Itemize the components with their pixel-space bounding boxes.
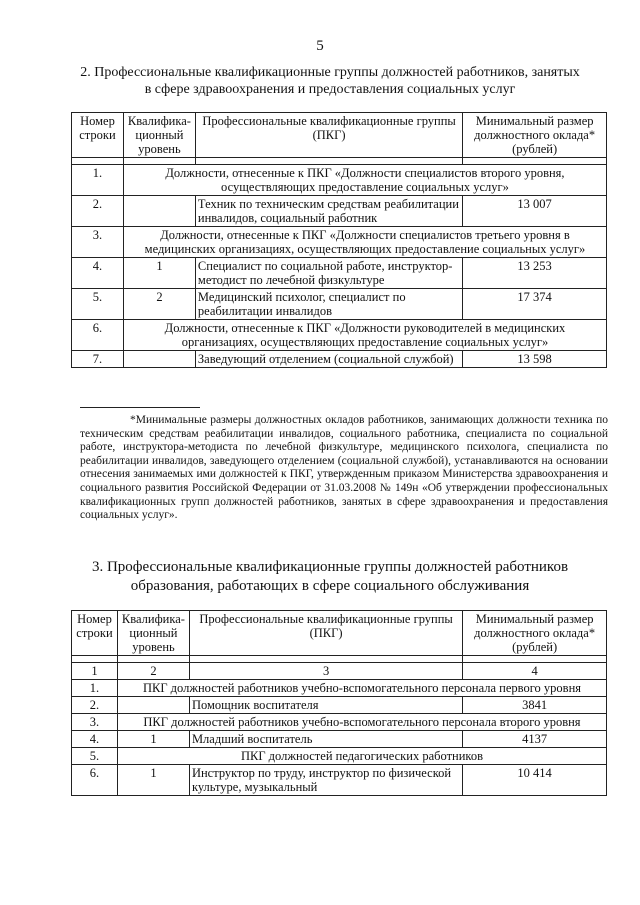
column-number: 1	[72, 663, 118, 680]
salary-value: 13 253	[463, 258, 607, 289]
row-number: 2.	[72, 697, 118, 714]
salary-value: 13 598	[463, 351, 607, 368]
row-number: 5.	[72, 289, 124, 320]
qualification-level	[123, 196, 195, 227]
table-spacer-row	[72, 158, 607, 165]
section-2-table	[71, 112, 607, 368]
salary-value: 17 374	[463, 289, 607, 320]
table-row	[72, 351, 607, 368]
group-name: Должности, отнесенные к ПКГ «Должности специалистов второго уровня, осуществляющих предоставление социальных услуг»	[123, 165, 606, 196]
table-row	[72, 680, 607, 697]
header-row-number: Номер строки	[72, 611, 118, 656]
column-number: 2	[117, 663, 189, 680]
group-name: ПКГ должностей работников учебно-вспомогательного персонала первого уровня	[117, 680, 606, 697]
row-number: 4.	[72, 731, 118, 748]
position-name: Инструктор по труду, инструктор по физической культуре, музыкальный	[189, 765, 462, 796]
table-row	[72, 320, 607, 351]
qualification-level	[123, 351, 195, 368]
header-pkg: Профессиональные квалификационные группы (ПКГ)	[189, 611, 462, 656]
table-row	[72, 714, 607, 731]
salary-value: 13 007	[463, 196, 607, 227]
section-3-table	[71, 610, 607, 796]
row-number: 6.	[72, 320, 124, 351]
row-number: 2.	[72, 196, 124, 227]
table-row	[72, 748, 607, 765]
group-name: ПКГ должностей педагогических работников	[117, 748, 606, 765]
position-name: Медицинский психолог, специалист по реабилитации инвалидов	[195, 289, 462, 320]
row-number: 7.	[72, 351, 124, 368]
row-number: 3.	[72, 714, 118, 731]
section-2-title: 2. Профессиональные квалификационные группы должностей работников, занятых в сфере здравоохранения и предоставления социальных услуг	[80, 65, 580, 97]
header-min-salary: Минимальный размер должностного оклада* (рублей)	[463, 113, 607, 158]
section-3-title: 3. Профессиональные квалификационные группы должностей работников образования, работающих в сфере социального обслуживания	[91, 559, 569, 594]
group-name: ПКГ должностей работников учебно-вспомогательного персонала второго уровня	[117, 714, 606, 731]
header-pkg: Профессиональные квалификационные группы (ПКГ)	[195, 113, 462, 158]
table-row	[72, 227, 607, 258]
qualification-level: 1	[117, 731, 189, 748]
column-number-row	[72, 663, 607, 680]
position-name: Техник по техническим средствам реабилитации инвалидов, социальный работник	[195, 196, 462, 227]
footnote: *Минимальные размеры должностных окладов работников, занимающих должности техника по техническим средствам реабилитации инвалидов, социального работника, специалиста по социальной работе, инструктора-методиста по лечебной физкультуре, медицинского психолога, специалиста по реабилитации инвалидов, заведующего отделением (социальной службой), устанавливаются на основании отнесения занимаемых ими должностей к ПКГ, утвержденным приказом Министерства здравоохранения и социального развития Российской Федерации от 31.03.2008 № 149н «Об утверждении профессиональных квалификационных групп должностей работников, занятых в сфере здравоохранения и предоставления социальных услуг».	[80, 414, 608, 522]
table-row	[72, 258, 607, 289]
header-min-salary: Минимальный размер должностного оклада* (рублей)	[463, 611, 607, 656]
table-row	[72, 731, 607, 748]
position-name: Заведующий отделением (социальной службой)	[195, 351, 462, 368]
footnote-divider	[80, 407, 200, 408]
row-number: 1.	[72, 680, 118, 697]
qualification-level: 1	[123, 258, 195, 289]
header-row-number: Номер строки	[72, 113, 124, 158]
qualification-level: 2	[123, 289, 195, 320]
table-row	[72, 765, 607, 796]
salary-value: 10 414	[463, 765, 607, 796]
row-number: 4.	[72, 258, 124, 289]
table-header-row	[72, 113, 607, 158]
row-number: 5.	[72, 748, 118, 765]
table-header-row	[72, 611, 607, 656]
row-number: 6.	[72, 765, 118, 796]
group-name: Должности, отнесенные к ПКГ «Должности руководителей в медицинских организациях, осуществляющих предоставление социальных услуг»	[123, 320, 606, 351]
position-name: Помощник воспитателя	[189, 697, 462, 714]
column-number: 3	[189, 663, 462, 680]
position-name: Специалист по социальной работе, инструктор-методист по лечебной физкультуре	[195, 258, 462, 289]
group-name: Должности, отнесенные к ПКГ «Должности специалистов третьего уровня в медицинских организациях, осуществляющих предоставление социальных услуг»	[123, 227, 606, 258]
table-row	[72, 697, 607, 714]
table-row	[72, 289, 607, 320]
table-spacer-row	[72, 656, 607, 663]
position-name: Младший воспитатель	[189, 731, 462, 748]
header-qualification-level: Квалифика-ционный уровень	[123, 113, 195, 158]
qualification-level: 1	[117, 765, 189, 796]
table-row	[72, 196, 607, 227]
salary-value: 3841	[463, 697, 607, 714]
column-number: 4	[463, 663, 607, 680]
header-qualification-level: Квалифика-ционный уровень	[117, 611, 189, 656]
qualification-level	[117, 697, 189, 714]
row-number: 1.	[72, 165, 124, 196]
table-row	[72, 165, 607, 196]
row-number: 3.	[72, 227, 124, 258]
salary-value: 4137	[463, 731, 607, 748]
page-number: 5	[316, 38, 324, 54]
